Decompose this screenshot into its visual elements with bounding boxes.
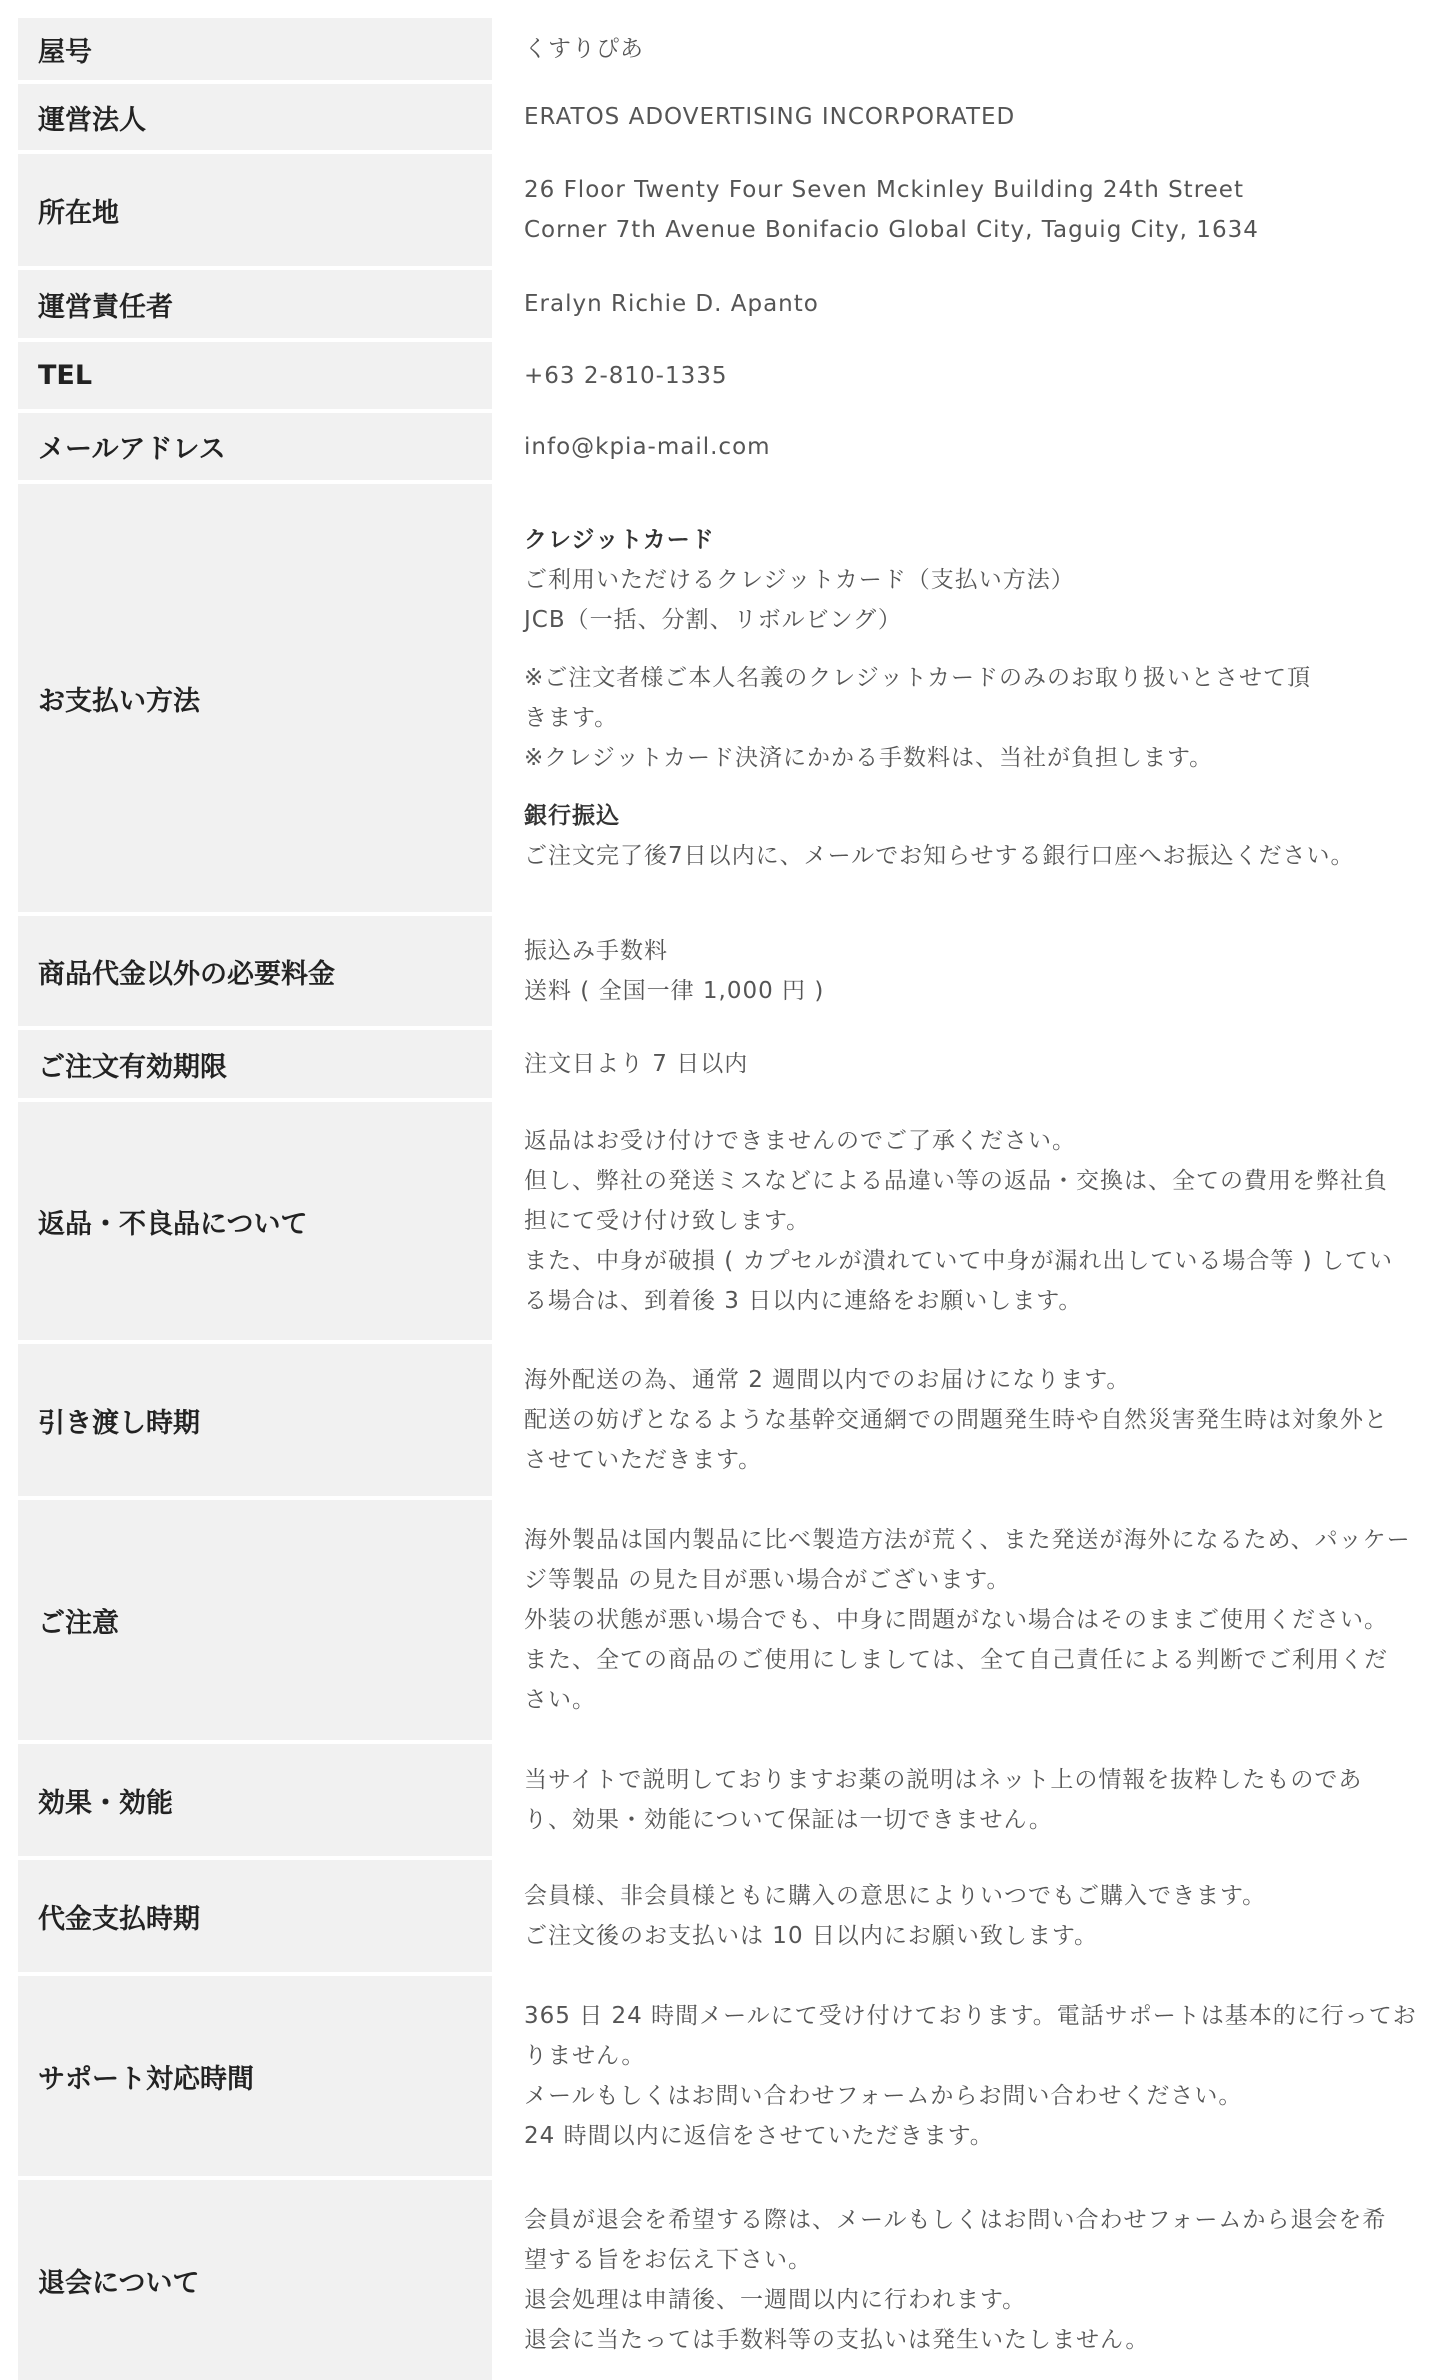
value-line: 24 時間以内に返信をさせていただきます。 [524,2123,994,2149]
value-line: りません。 [524,2043,646,2069]
row-delivery-time [18,1344,1434,1500]
value-extra-fees [492,916,1434,1026]
value-line: ご注文完了後7日以内に、メールでお知らせする銀行口座へお振込ください。 [524,843,1355,869]
value-email [492,413,1434,480]
value-line: ご利用いただけるクレジットカード（支払い方法） [524,567,1075,593]
value-payment-timing [492,1860,1434,1972]
value-line: る場合は、到着後 3 日以内に連絡をお願いします。 [524,1288,1083,1314]
value-line: また、中身が破損 ( カプセルが潰れていて中身が漏れ出している場合等 ) してい [524,1248,1393,1274]
value-line: 外装の状態が悪い場合でも、中身に問題がない場合はそのままご使用ください。 [524,1607,1388,1633]
row-payment-method [18,484,1434,916]
value-line: 海外製品は国内製品に比べ製造方法が荒く、また発送が海外になるため、パッケー [524,1527,1411,1553]
value-caution [492,1500,1434,1740]
value-line: 365 日 24 時間メールにて受け付けております。電話サポートは基本的に行ってお [524,2003,1417,2029]
row-extra-fees [18,916,1434,1030]
bank-transfer-heading: 銀行振込 [524,803,620,829]
label-delivery-time: 引き渡し時期 [18,1344,492,1496]
value-line: 望する旨をお伝え下さい。 [524,2247,812,2273]
value-line: 但し、弊社の発送ミスなどによる品違い等の返品・交換は、全ての費用を弊社負 [524,1168,1388,1194]
label-manager: 運営責任者 [18,270,492,338]
company-info-table [18,18,1434,2380]
value-line: くすりぴあ [524,36,644,62]
value-line: info@kpia-mail.com [524,433,771,460]
value-line: 退会に当たっては手数料等の支払いは発生いたしません。 [524,2327,1150,2353]
row-email [18,413,1434,484]
value-line: 海外配送の為、通常 2 週間以内でのお届けになります。 [524,1367,1131,1393]
row-operating-company [18,84,1434,154]
value-line: 会員様、非会員様ともに購入の意思によりいつでもご購入できます。 [524,1883,1267,1909]
row-efficacy [18,1744,1434,1860]
label-order-validity: ご注文有効期限 [18,1030,492,1098]
label-caution: ご注意 [18,1500,492,1740]
row-caution [18,1500,1434,1744]
value-line: 配送の妨げとなるような基幹交通網での問題発生時や自然災害発生時は対象外と [524,1407,1388,1433]
value-returns [492,1102,1434,1340]
value-line: 担にて受け付け致します。 [524,1208,811,1234]
label-payment-method: お支払い方法 [18,484,492,912]
value-line: +63 2-810-1335 [524,362,728,389]
value-line: 26 Floor Twenty Four Seven Mckinley Building 24th Street [524,177,1244,203]
row-withdrawal [18,2180,1434,2380]
label-extra-fees: 商品代金以外の必要料金 [18,916,492,1026]
label-address: 所在地 [18,154,492,266]
value-line: ※ご注文者様ご本人名義のクレジットカードのみのお取り扱いとさせて頂 [524,665,1312,691]
value-line: 振込み手数料 [524,938,668,964]
row-support-hours [18,1976,1434,2180]
value-trade-name [492,18,1434,80]
label-returns: 返品・不良品について [18,1102,492,1340]
value-line: 会員が退会を希望する際は、メールもしくはお問い合わせフォームから退会を希 [524,2207,1387,2233]
value-manager [492,270,1434,338]
value-efficacy [492,1744,1434,1856]
value-payment-method [492,484,1434,912]
value-line: きます。 [524,705,619,731]
value-line: り、効果・効能について保証は一切できません。 [524,1807,1053,1833]
value-line: また、全ての商品のご使用にしましては、全て自己責任による判断でご利用くだ [524,1647,1388,1673]
value-order-validity [492,1030,1434,1098]
row-order-validity [18,1030,1434,1102]
value-withdrawal [492,2180,1434,2380]
value-address [492,154,1434,266]
value-line: 注文日より 7 日以内 [524,1051,749,1077]
row-payment-timing [18,1860,1434,1976]
label-efficacy: 効果・効能 [18,1744,492,1856]
value-delivery-time [492,1344,1434,1496]
value-line: ご注文後のお支払いは 10 日以内にお願い致します。 [524,1923,1099,1949]
label-trade-name: 屋号 [18,18,492,80]
value-line: 返品はお受け付けできませんのでご了承ください。 [524,1128,1076,1154]
label-operating-company: 運営法人 [18,84,492,150]
label-payment-timing: 代金支払時期 [18,1860,492,1972]
value-line: 送料 ( 全国一律 1,000 円 ) [524,978,825,1004]
row-returns [18,1102,1434,1344]
credit-card-heading: クレジットカード [524,527,715,553]
value-line: ERATOS ADOVERTISING INCORPORATED [524,104,1016,130]
value-line: メールもしくはお問い合わせフォームからお問い合わせください。 [524,2083,1243,2109]
row-tel [18,342,1434,413]
value-line: Corner 7th Avenue Bonifacio Global City, Taguig City, 1634 [524,217,1259,243]
value-line: ジ等製品 の見た目が悪い場合がございます。 [524,1567,1011,1593]
value-tel [492,342,1434,409]
value-line: さい。 [524,1687,596,1713]
label-withdrawal: 退会について [18,2180,492,2380]
value-support-hours [492,1976,1434,2176]
row-manager [18,270,1434,342]
value-line: JCB（一括、分割、リボルビング） [524,607,902,633]
value-operating-company [492,84,1434,150]
label-email: メールアドレス [18,413,492,480]
row-trade-name [18,18,1434,84]
value-line: 当サイトで説明しておりますお薬の説明はネット上の情報を抜粋したものであ [524,1767,1363,1793]
spacer [524,640,1428,658]
value-line: させていただきます。 [524,1447,763,1473]
spacer [524,778,1428,796]
label-tel: TEL [18,342,492,409]
value-line: 退会処理は申請後、一週間以内に行われます。 [524,2287,1027,2313]
row-address [18,154,1434,270]
label-support-hours: サポート対応時間 [18,1976,492,2176]
value-line: Eralyn Richie D. Apanto [524,291,819,317]
value-line: ※クレジットカード決済にかかる手数料は、当社が負担します。 [524,745,1214,771]
